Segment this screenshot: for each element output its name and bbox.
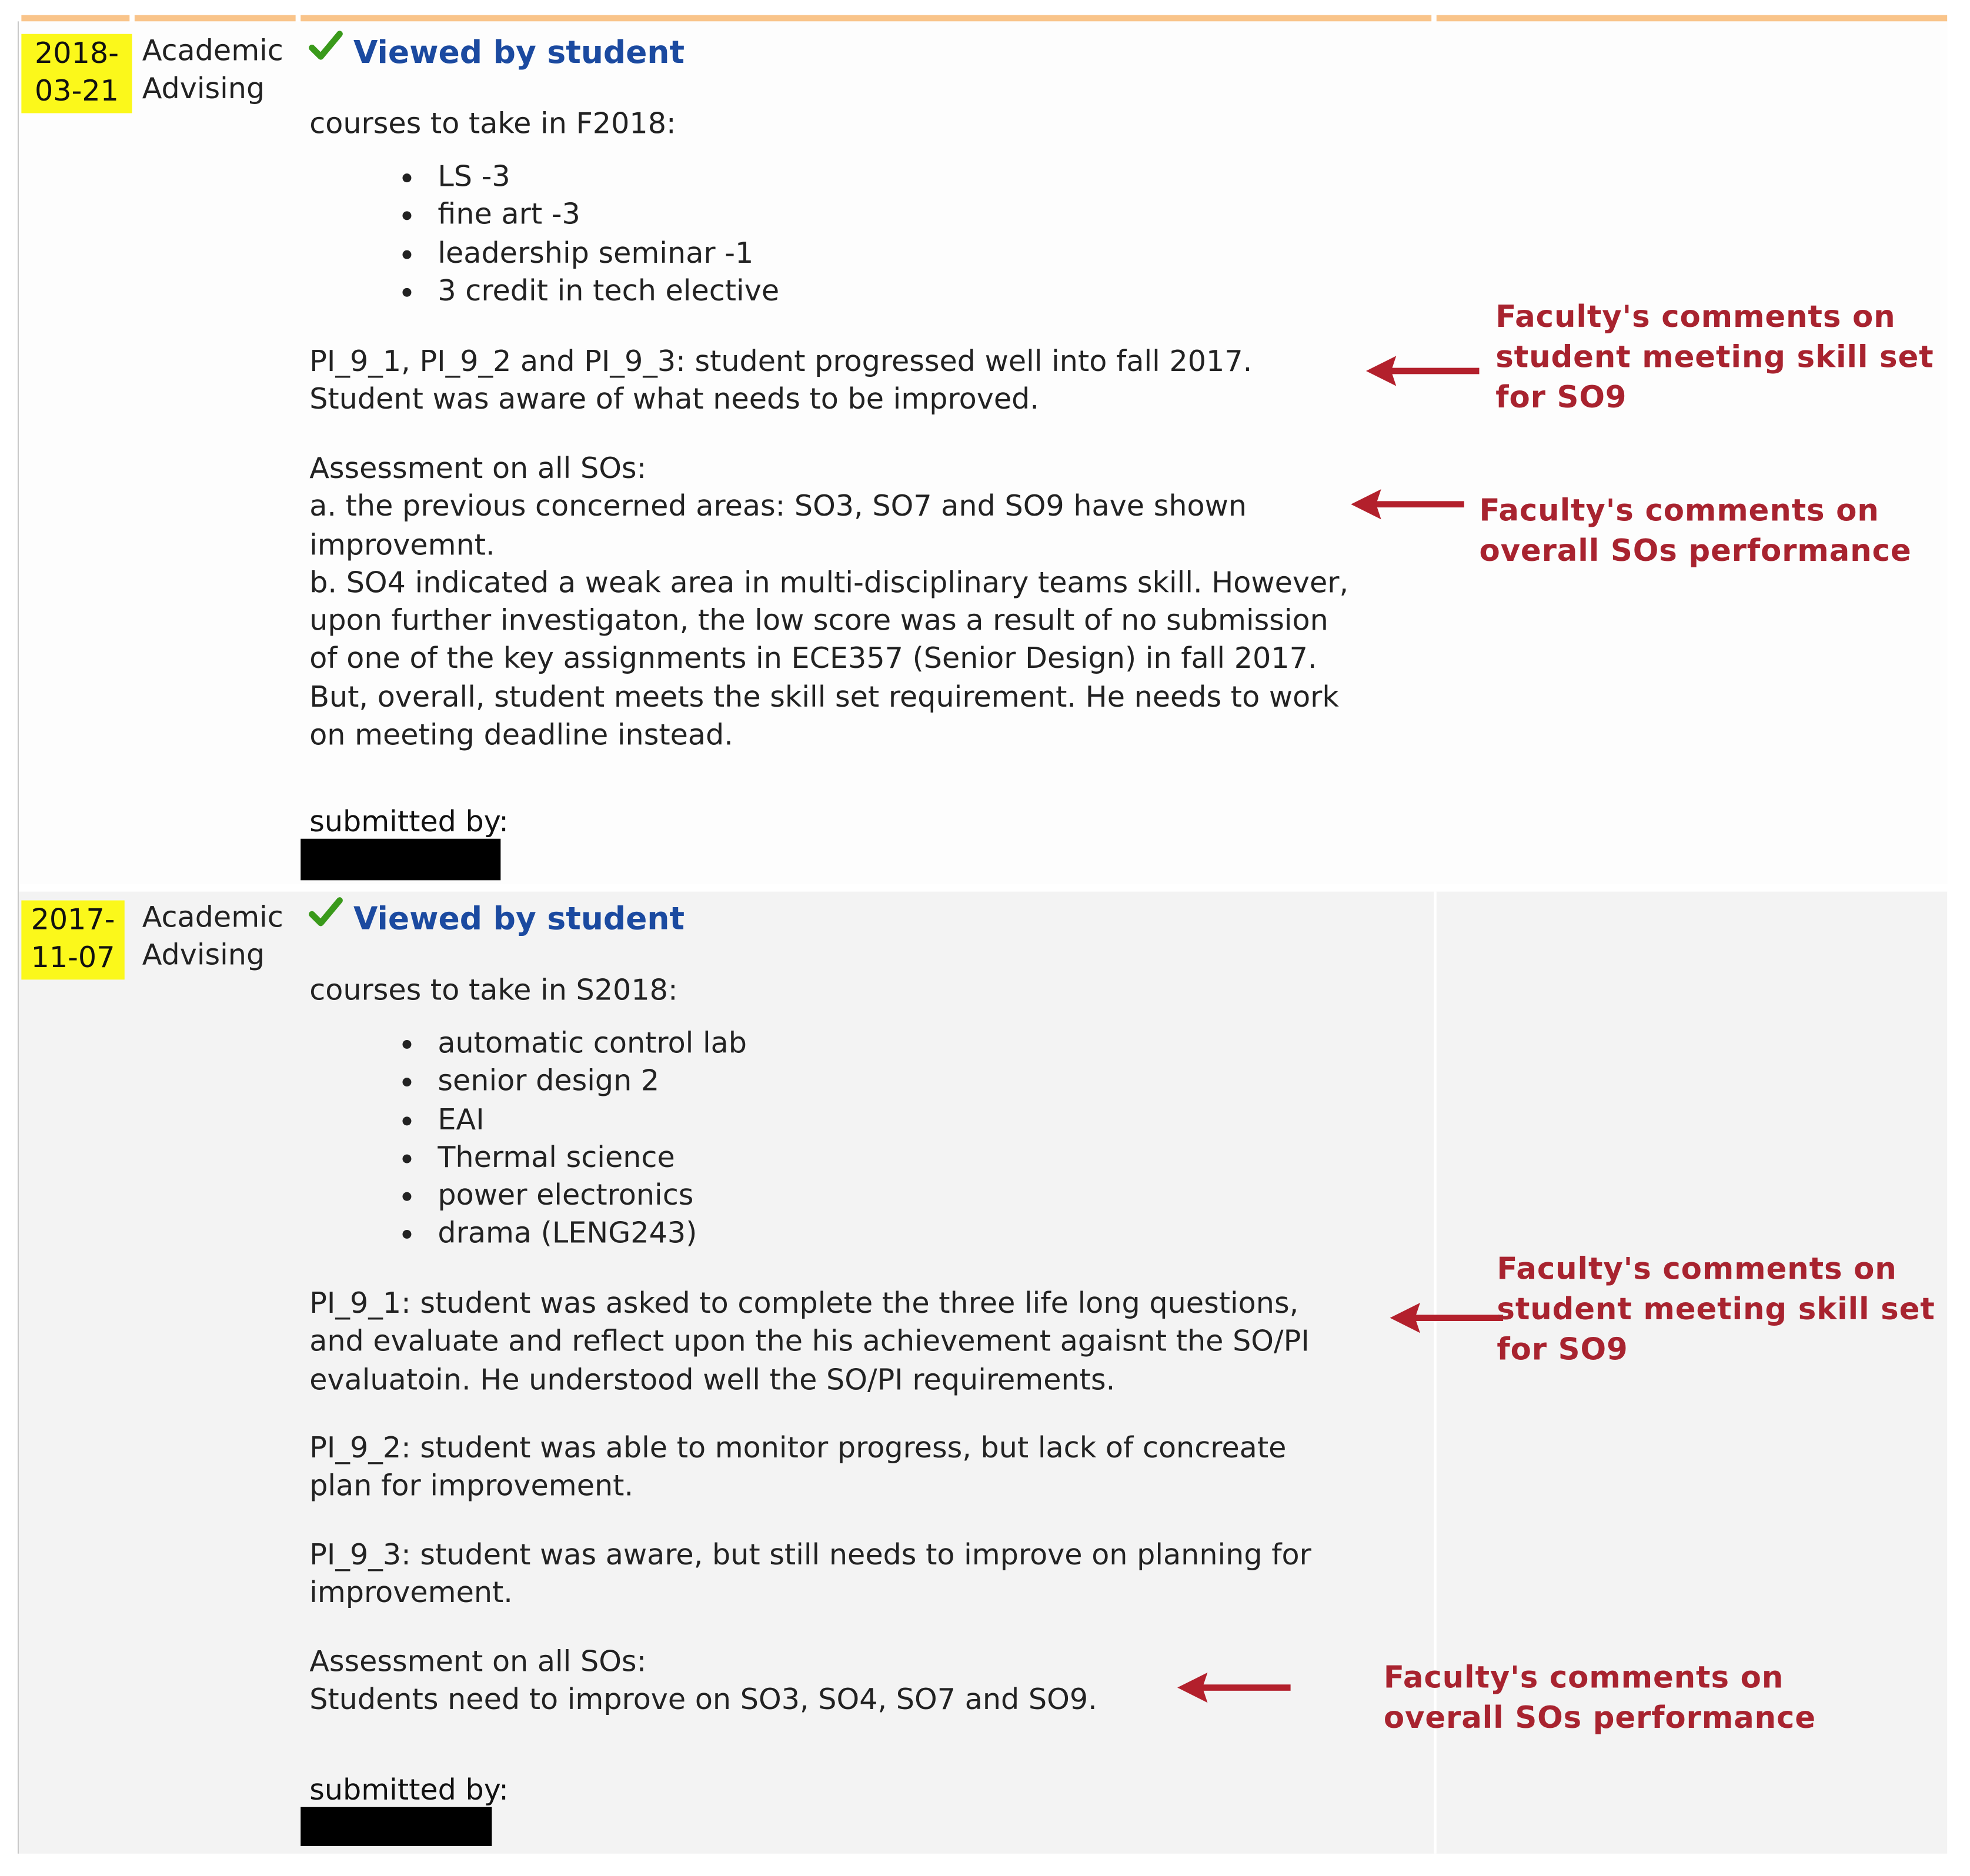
bullet-icon [402,250,411,259]
list-item [402,235,779,273]
courses-heading: courses to take in F2018: [309,108,676,141]
course-name: senior design 2 [438,1065,660,1098]
type-line: Academic [142,901,283,935]
pi-comment [309,343,1252,420]
annotation-line: for SO9 [1495,379,1627,415]
assessment-line: But, overall, student meets the skill set requirement. He needs to work [309,681,1339,714]
course-name: automatic control lab [438,1027,747,1061]
annotation-line: Faculty's comments on [1497,1251,1897,1287]
type-line: Academic [142,35,283,68]
course-name: 3 credit in tech elective [438,275,780,308]
list-item [402,273,779,311]
annotation-overall [1384,1657,1816,1738]
assessment-line: Students need to improve on SO3, SO4, SO7 and SO9. [309,1684,1097,1717]
type-line: Advising [142,73,265,106]
comment-line: Student was aware of what needs to be improved. [309,384,1039,417]
assessment-line: a. the previous concerned areas: SO3, SO7 and SO9 have shown [309,490,1247,524]
entry-type [142,899,283,974]
annotation-skill-set [1497,1249,1935,1369]
course-name: leadership seminar -1 [438,237,754,270]
date-line: 03-21 [34,75,119,108]
assessment-line: Assessment on all SOs: [309,1646,647,1679]
comment-line: PI_9_3: student was aware, but still needs to improve on planning for [309,1539,1311,1572]
assessment-line: on meeting deadline instead. [309,719,733,753]
comment-line: plan for improvement. [309,1470,634,1503]
course-name: LS -3 [438,160,510,194]
bullet-icon [402,1230,411,1239]
course-name: drama (LENG243) [438,1218,697,1251]
entry-date [21,34,132,113]
bullet-icon [402,212,411,220]
arrow-left-icon [1173,1668,1293,1706]
date-line: 2018- [34,38,119,71]
pi-9-3-comment [309,1537,1311,1613]
bullet-icon [402,1192,411,1201]
table-row [19,892,1947,1854]
annotation-line: overall SOs performance [1479,533,1912,569]
comment-line: improvement. [309,1577,513,1610]
annotation-skill-set [1495,297,1934,417]
so-assessment [309,450,1348,755]
annotation-line: student meeting skill set [1497,1291,1935,1327]
course-name: Thermal science [438,1141,675,1175]
redacted-name [300,839,500,881]
header-bar-date [21,15,129,22]
date-line: 11-07 [31,942,115,975]
header-bar-type [135,15,296,22]
comment-line: PI_9_2: student was able to monitor progress, but lack of concreate [309,1432,1287,1465]
comment-line: PI_9_1, PI_9_2 and PI_9_3: student progressed well into fall 2017. [309,346,1253,379]
list-item [402,1139,747,1178]
assessment-line: of one of the key assignments in ECE357 (Senior Design) in fall 2017. [309,643,1317,676]
checkmark-icon [308,29,343,64]
redacted-name [300,1807,492,1846]
annotation-overall [1479,490,1911,571]
header-bar-extra [1437,15,1947,22]
list-item [402,1025,747,1063]
so-assessment [309,1644,1097,1720]
arrow-left-icon [1385,1299,1505,1337]
header-bar-notes [300,15,1431,22]
bullet-icon [402,173,411,182]
course-list [402,159,779,311]
annotation-line: Faculty's comments on [1479,493,1879,529]
submitted-by-label: submitted by: [309,1774,509,1807]
list-item [402,1215,747,1253]
list-item [402,1063,747,1101]
bullet-icon [402,1154,411,1163]
entry-type [142,33,283,108]
bullet-icon [402,288,411,297]
course-name: EAI [438,1103,485,1136]
course-name: power electronics [438,1179,694,1213]
bullet-icon [402,1040,411,1049]
viewed-by-student-link[interactable]: Viewed by student [353,900,685,937]
bullet-icon [402,1078,411,1087]
annotation-line: Faculty's comments on [1495,299,1896,335]
arrow-left-icon [1346,486,1467,523]
entry-date [21,901,124,980]
arrow-left-icon [1361,352,1481,390]
list-item [402,196,779,235]
date-line: 2017- [31,904,115,937]
annotation-line: for SO9 [1497,1332,1628,1367]
assessment-line: b. SO4 indicated a weak area in multi-disciplinary teams skill. However, [309,567,1349,600]
assessment-line: improvemnt. [309,529,495,562]
pi-9-2-comment [309,1430,1286,1506]
annotation-line: Faculty's comments on [1383,1660,1784,1696]
list-item [402,159,779,197]
course-list [402,1025,747,1253]
assessment-line: Assessment on all SOs: [309,453,647,486]
comment-line: and evaluate and reflect upon the his achievement agaisnt the SO/PI [309,1326,1310,1359]
annotation-line: student meeting skill set [1495,339,1934,375]
list-item [402,1101,747,1139]
viewed-by-student-link[interactable]: Viewed by student [353,34,685,71]
list-item [402,1178,747,1216]
type-line: Advising [142,939,265,972]
assessment-line: upon further investigaton, the low score was a result of no submission [309,605,1328,638]
pi-9-1-comment [309,1285,1310,1399]
comment-line: PI_9_1: student was asked to complete the three life long questions, [309,1288,1299,1320]
comment-line: evaluatoin. He understood well the SO/PI requirements. [309,1363,1116,1397]
annotation-line: overall SOs performance [1383,1700,1816,1735]
bullet-icon [402,1116,411,1125]
course-name: fine art -3 [438,199,580,232]
checkmark-icon [308,895,343,931]
courses-heading: courses to take in S2018: [309,974,678,1008]
table-row [19,21,1947,884]
submitted-by-label: submitted by: [309,806,509,839]
